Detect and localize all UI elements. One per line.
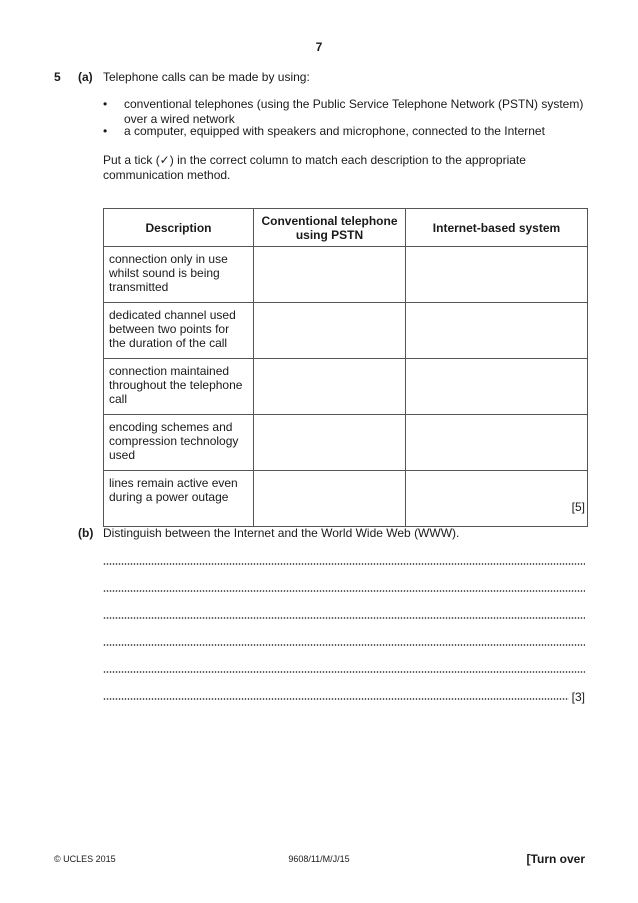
answer-line[interactable] — [103, 697, 569, 701]
pstn-tick-cell[interactable] — [254, 303, 406, 359]
header-description: Description — [104, 209, 254, 247]
answer-line[interactable] — [103, 670, 585, 674]
internet-tick-cell[interactable] — [406, 359, 588, 415]
pstn-tick-cell[interactable] — [254, 359, 406, 415]
answer-line[interactable] — [103, 643, 585, 647]
bullet-marker: • — [103, 124, 108, 138]
part-a-intro: Telephone calls can be made by using: — [103, 70, 310, 84]
turn-over-label: [Turn over — [526, 852, 585, 866]
paper-code: 9608/11/M/J/15 — [288, 854, 350, 864]
row-description: connection only in use whilst sound is being transmitted — [104, 247, 254, 303]
pstn-tick-cell[interactable] — [254, 415, 406, 471]
row-description: dedicated channel used between two points for the duration of the call — [104, 303, 254, 359]
table-row — [104, 359, 588, 415]
table-row — [104, 247, 588, 303]
instruction-text: Put a tick (✓) in the correct column to match each description to the appropriate communication method. — [103, 153, 526, 182]
bullet-marker: • — [103, 97, 108, 111]
bullet-text: conventional telephones (using the Public Service Telephone Network (PSTN) system) over a wired network — [124, 97, 584, 126]
header-pstn: Conventional telephone using PSTN — [254, 209, 406, 247]
part-b-marks: [3] — [571, 690, 585, 704]
page-number: 7 — [315, 40, 323, 54]
table-row — [104, 415, 588, 471]
part-b-question: Distinguish between the Internet and the World Wide Web (WWW). — [103, 526, 460, 540]
copyright-notice: © UCLES 2015 — [54, 854, 116, 864]
row-description: connection maintained throughout the telephone call — [104, 359, 254, 415]
question-number: 5 — [54, 70, 61, 84]
answer-line[interactable] — [103, 562, 585, 566]
table-header-row — [104, 209, 588, 247]
pstn-tick-cell[interactable] — [254, 247, 406, 303]
part-b-label: (b) — [78, 526, 94, 540]
header-internet: Internet-based system — [406, 209, 588, 247]
part-a-label: (a) — [78, 70, 93, 84]
answer-table — [103, 208, 588, 527]
internet-tick-cell[interactable] — [406, 471, 588, 527]
row-description: encoding schemes and compression technology used — [104, 415, 254, 471]
internet-tick-cell[interactable] — [406, 303, 588, 359]
answer-line[interactable] — [103, 616, 585, 620]
table-row — [104, 471, 588, 527]
row-description: lines remain active even during a power outage — [104, 471, 254, 527]
bullet-text: a computer, equipped with speakers and microphone, connected to the Internet — [124, 124, 545, 138]
internet-tick-cell[interactable] — [406, 247, 588, 303]
answer-line[interactable] — [103, 589, 585, 593]
pstn-tick-cell[interactable] — [254, 471, 406, 527]
part-a-marks: [5] — [571, 500, 585, 514]
table-row — [104, 303, 588, 359]
internet-tick-cell[interactable] — [406, 415, 588, 471]
